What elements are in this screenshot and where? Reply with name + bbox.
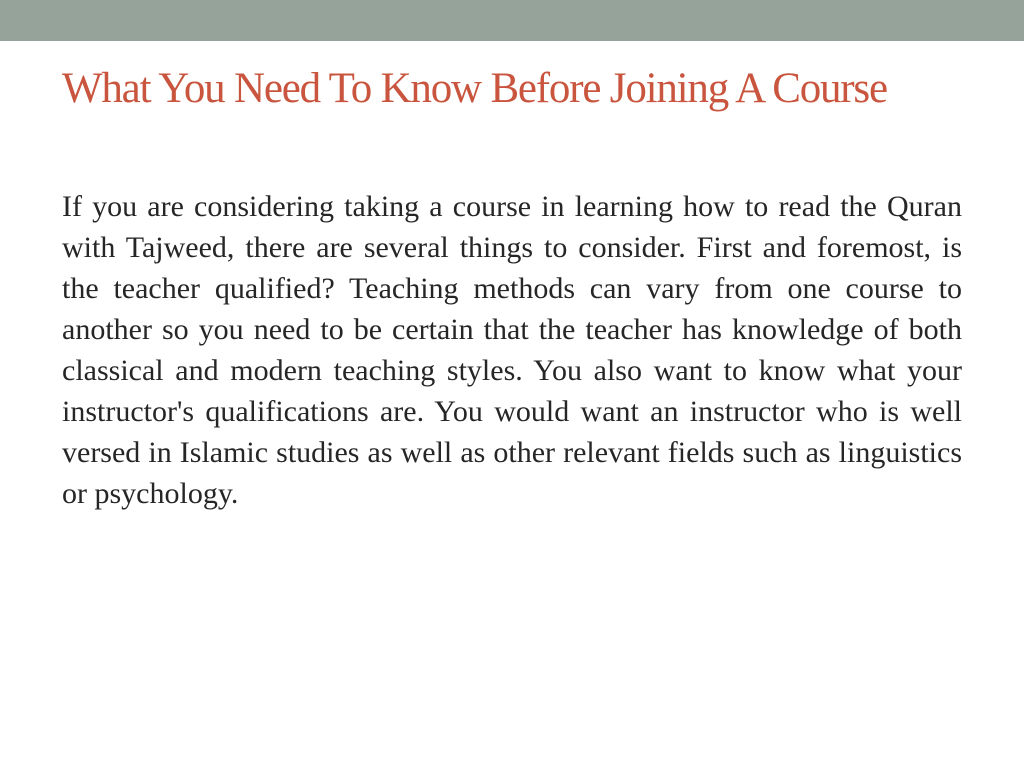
slide-body-paragraph: If you are considering taking a course in learning how to read the Quran with Tajweed, there are several things to consider. First and foremost, is the teacher qualified? Teaching methods can vary from one course to another so you need to be certain that the teacher has knowledge of both classical and modern teaching styles. You also want to know what your instructor's qualifications are. You would want an instructor who is well versed in Islamic studies as well as other relevant fields such as linguistics or psychology. xyxy=(62,190,962,510)
slide-title: What You Need To Know Before Joining A Course xyxy=(62,65,887,112)
header-bar xyxy=(0,0,1024,41)
